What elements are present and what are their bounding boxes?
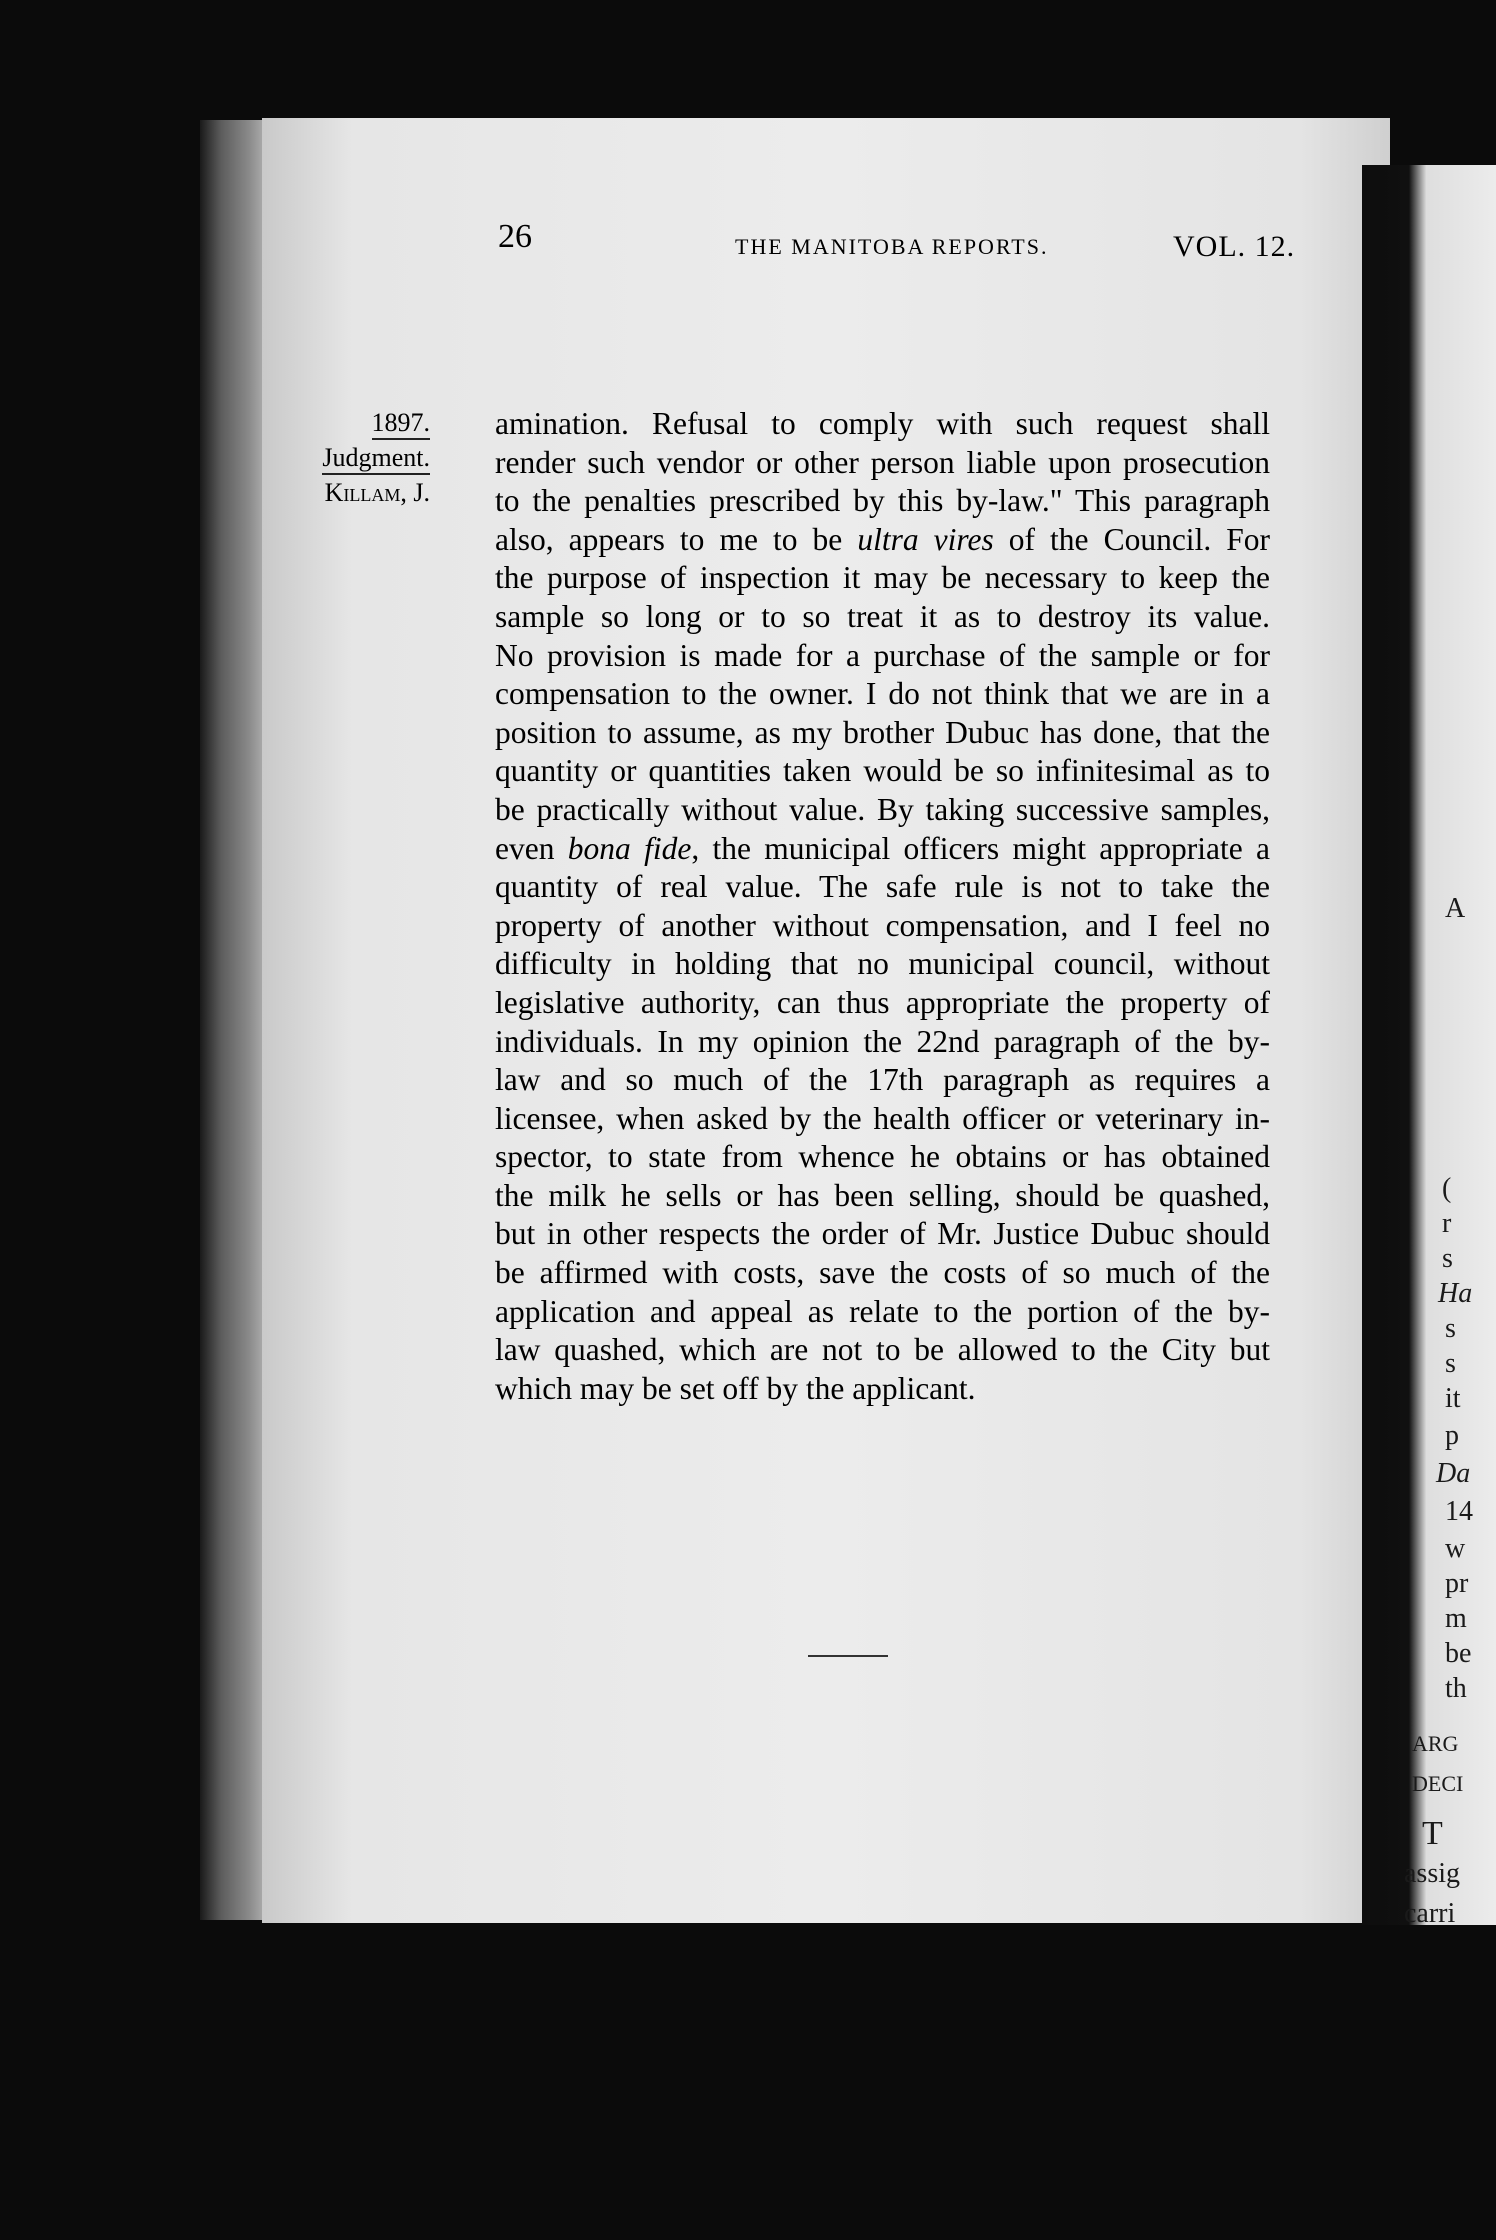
fragment: be: [1445, 1638, 1472, 1669]
text-line: to the penalties prescribed by this by-law." This paragraph: [495, 483, 1270, 519]
italic-phrase: bona fide: [567, 830, 692, 866]
text-line: which may be set off by the applicant.: [495, 1370, 976, 1406]
italic-phrase: ultra vires: [857, 521, 994, 557]
fragment: pr: [1445, 1568, 1469, 1599]
text-line: render such vendor or other person liable upon prosecution: [495, 444, 1270, 480]
fragment: m: [1445, 1603, 1467, 1634]
fragment: s: [1445, 1313, 1456, 1344]
text-line: the purpose of inspection it may be necessary to keep the: [495, 560, 1270, 596]
fragment: T: [1422, 1815, 1443, 1852]
fragment: DECI: [1412, 1771, 1464, 1796]
scan-binding-edge: [200, 120, 270, 1920]
fragment: s: [1442, 1243, 1453, 1274]
text-line: but in other respects the order of Mr. Justice Dubuc should: [495, 1216, 1270, 1252]
adjacent-page-edge: [1362, 165, 1496, 1925]
text-line: the milk he sells or has been selling, should be quashed,: [495, 1177, 1270, 1213]
fragment: assig: [1404, 1858, 1460, 1889]
judgment-text: [495, 405, 1270, 1408]
fragment: th: [1445, 1673, 1467, 1704]
text-line: be affirmed with costs, save the costs of so much of the: [495, 1255, 1270, 1291]
fragment: Da: [1436, 1458, 1471, 1489]
text-line: application and appeal as relate to the portion of the by-: [495, 1293, 1270, 1329]
fragment: ARG: [1412, 1731, 1459, 1756]
text-line: quantity of real value. The safe rule is not to take the: [495, 869, 1270, 905]
fragment: r: [1442, 1208, 1452, 1239]
fragment: A: [1445, 893, 1466, 924]
text-line: also, appears to me to be ultra vires of the Council. For: [495, 521, 1270, 557]
text-line: compensation to the owner. I do not think that we are in a: [495, 676, 1270, 712]
text-line: law and so much of the 17th paragraph as requires a: [495, 1062, 1270, 1098]
fragment: (: [1442, 1173, 1452, 1204]
text-line: No provision is made for a purchase of the sample or for: [495, 637, 1270, 673]
text-line: be practically without value. By taking successive samples,: [495, 791, 1270, 827]
text-line: even bona fide, the municipal officers might appropriate a: [495, 830, 1270, 866]
fragment: w: [1445, 1533, 1466, 1564]
margin-judge: Killam, J.: [324, 478, 430, 507]
text-line: individuals. In my opinion the 22nd paragraph of the by-: [495, 1023, 1270, 1059]
end-rule: [808, 1655, 888, 1657]
margin-year: 1897.: [372, 408, 431, 440]
text-line: spector, to state from whence he obtains or has obtained: [495, 1139, 1270, 1175]
fragment: s: [1445, 1348, 1456, 1379]
text-line: legislative authority, can thus appropriate the property of: [495, 984, 1270, 1020]
text-line: licensee, when asked by the health officer or veterinary in-: [495, 1100, 1270, 1136]
page-number: 26: [498, 218, 532, 255]
margin-label: Judgment.: [322, 443, 430, 475]
fragment: Ha: [1438, 1278, 1473, 1309]
fragment: p: [1445, 1420, 1459, 1451]
text-line: law quashed, which are not to be allowed to the City but: [495, 1332, 1270, 1368]
volume-label: VOL. 12.: [1173, 230, 1296, 263]
text-line: amination. Refusal to comply with such request shall: [495, 406, 1270, 441]
text-line: position to assume, as my brother Dubuc has done, that the: [495, 714, 1270, 750]
text-line: property of another without compensation, and I feel no: [495, 907, 1270, 943]
running-head: THE MANITOBA REPORTS.: [735, 234, 1049, 259]
fragment: carri: [1404, 1898, 1456, 1925]
page-header: [498, 218, 1496, 278]
text-line: difficulty in holding that no municipal council, without: [495, 946, 1270, 982]
text-line: sample so long or to so treat it as to destroy its value.: [495, 598, 1270, 634]
fragment: it: [1445, 1383, 1461, 1414]
fragment: 14: [1445, 1496, 1473, 1527]
margin-notes: [300, 405, 430, 510]
text-line: quantity or quantities taken would be so infinitesimal as to: [495, 753, 1270, 789]
